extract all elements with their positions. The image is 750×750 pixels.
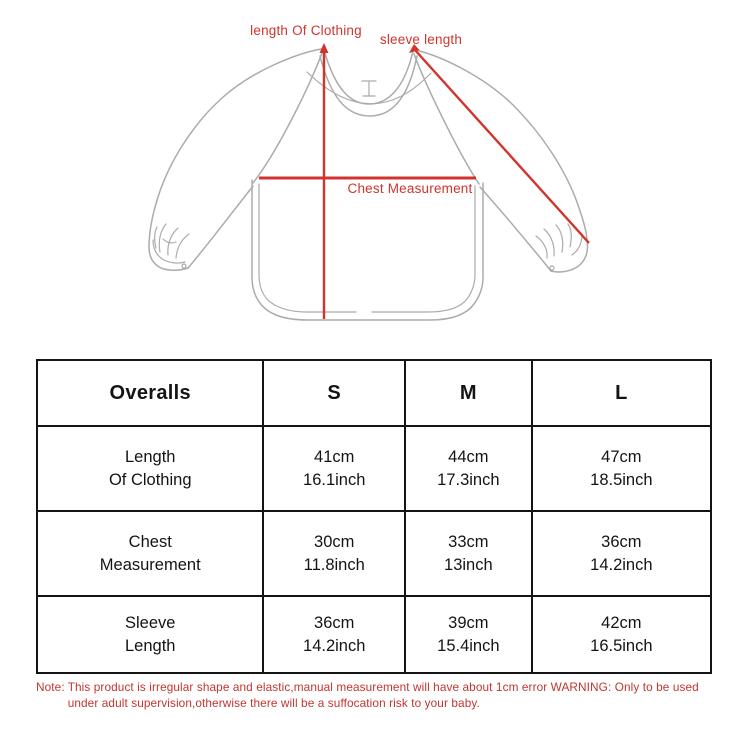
cell-line: 14.2inch: [590, 555, 653, 574]
cell-line: Chest: [128, 532, 172, 551]
garment-diagram-svg: [0, 0, 750, 356]
cell-line: 18.5inch: [590, 470, 653, 489]
warning-note: [36, 679, 726, 711]
table-row-length-of-clothing: [37, 426, 711, 511]
neck-tie-detail: [362, 81, 376, 96]
value-cell: [532, 511, 711, 596]
cell-line: Sleeve: [125, 613, 176, 632]
left-cuff-wrinkles: [155, 224, 189, 268]
table-header-row: [37, 360, 711, 426]
value-cell: [405, 426, 532, 511]
row-label-cell: [37, 426, 263, 511]
cell-line: 13inch: [444, 555, 493, 574]
cell-line: 44cm: [448, 447, 489, 466]
cell-line: 33cm: [448, 532, 489, 551]
cell-line: Of Clothing: [108, 470, 192, 489]
value-cell: [405, 596, 532, 673]
table-row-chest-measurement: [37, 511, 711, 596]
value-cell: [405, 511, 532, 596]
cell-line: 16.1inch: [303, 470, 366, 489]
cell-line: 36cm: [314, 613, 355, 632]
value-cell: [263, 511, 405, 596]
size-table: [36, 359, 712, 674]
cell-line: 14.2inch: [303, 636, 366, 655]
table-header-size-l: L: [532, 360, 711, 426]
cell-line: 42cm: [601, 613, 642, 632]
row-label-cell: [37, 511, 263, 596]
table-header-size-m: M: [405, 360, 532, 426]
row-label-cell: [37, 596, 263, 673]
sleeve-length-label: sleeve length: [379, 32, 463, 47]
cell-line: Length: [124, 447, 176, 466]
sleeve-length-line: [409, 44, 589, 243]
cell-line: Length: [124, 636, 176, 655]
value-cell: [263, 596, 405, 673]
cell-line: 15.4inch: [437, 636, 500, 655]
cell-line: 17.3inch: [437, 470, 500, 489]
cell-line: 41cm: [314, 447, 355, 466]
cell-line: 36cm: [601, 532, 642, 551]
right-cuff-wrinkles: [536, 224, 571, 270]
garment-diagram: [0, 0, 750, 356]
cell-line: 39cm: [448, 613, 489, 632]
table-header-overalls: Overalls: [37, 360, 263, 426]
value-cell: [263, 426, 405, 511]
value-cell: [532, 426, 711, 511]
cell-line: 11.8inch: [303, 555, 365, 574]
cell-line: 47cm: [601, 447, 642, 466]
table-row-sleeve-length: [37, 596, 711, 673]
table-header-size-s: S: [263, 360, 405, 426]
note-prefix: Note:: [36, 680, 65, 694]
value-cell: [532, 596, 711, 673]
cell-line: 16.5inch: [590, 636, 653, 655]
chest-measurement-label: Chest Measurement: [347, 181, 473, 196]
cell-line: 30cm: [314, 532, 355, 551]
cell-line: Measurement: [99, 555, 201, 574]
note-text: This product is irregular shape and elastic,manual measurement will have about 1cm error WARNING: Only to be used under adult supervision,otherwise there will be a suffocation risk to your baby.: [67, 680, 699, 710]
length-of-clothing-label: length Of Clothing: [250, 23, 362, 38]
